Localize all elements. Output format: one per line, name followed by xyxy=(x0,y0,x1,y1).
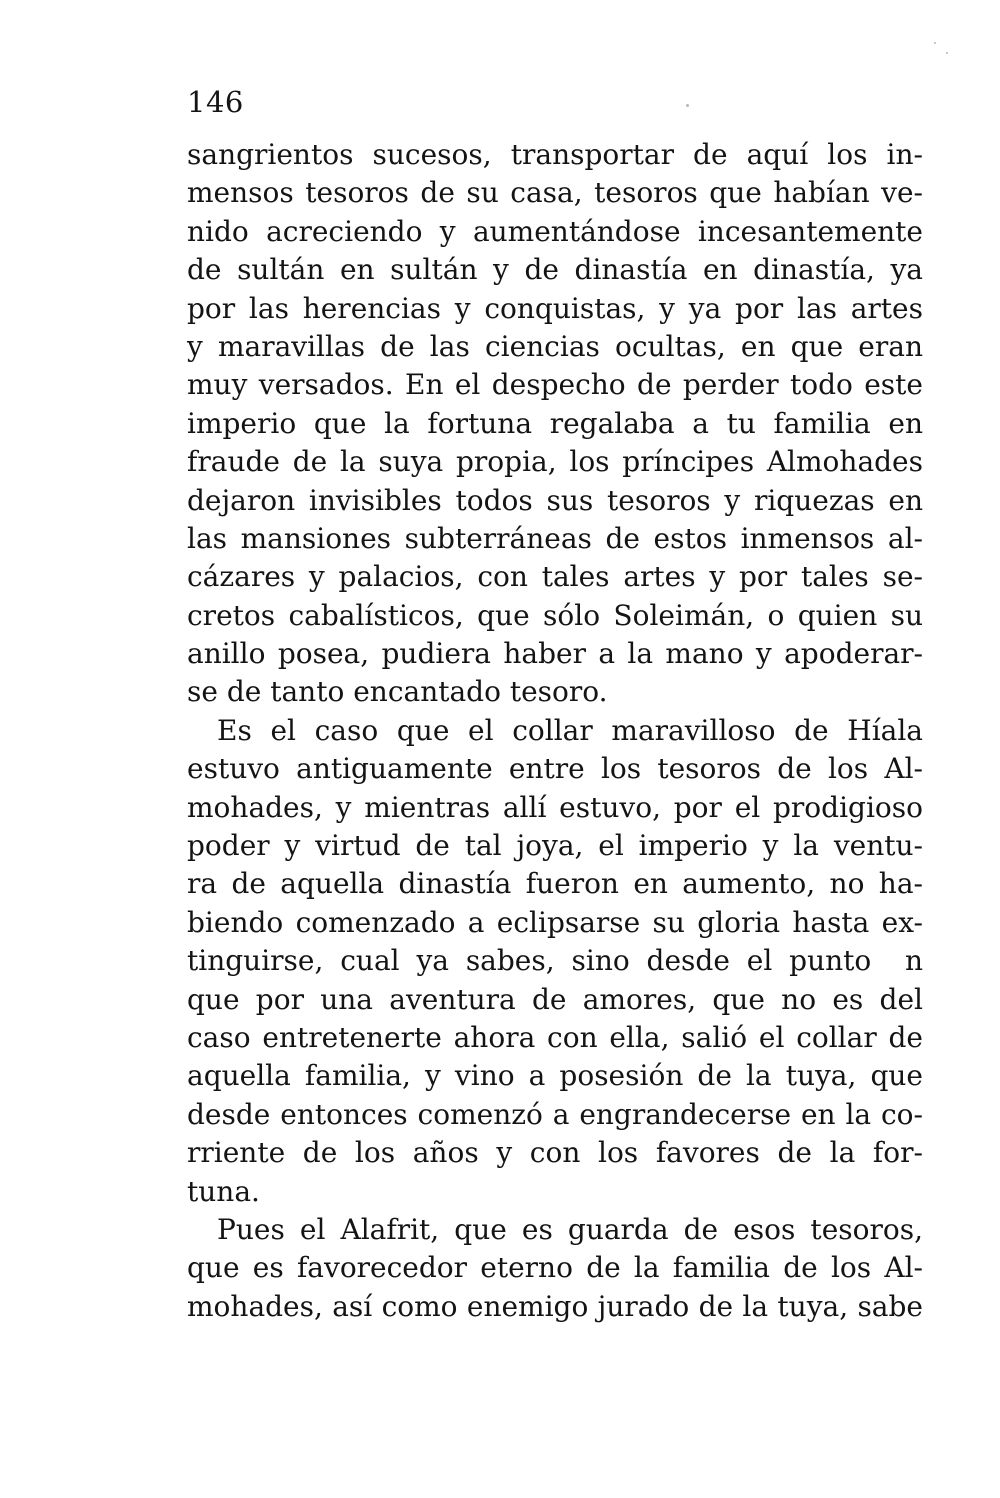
text-line: imperio que la fortuna regalaba a tu familia en xyxy=(187,406,923,440)
text-line: cretos cabalísticos, que sólo Soleimán, o quien su xyxy=(187,598,923,632)
text-line: desde entonces comenzó a engrandecerse en la co- xyxy=(187,1097,923,1131)
text-line: de sultán en sultán y de dinastía en dinastía, ya xyxy=(187,253,923,287)
text-line: dejaron invisibles todos sus tesoros y riquezas en xyxy=(187,483,923,517)
scan-speck xyxy=(946,52,948,54)
scan-speck xyxy=(686,104,689,107)
text-line: que es favorecedor eterno de la familia de los Al- xyxy=(187,1251,923,1285)
scan-speck xyxy=(934,42,936,44)
text-line: biendo comenzado a eclipsarse su gloria hasta ex- xyxy=(187,905,923,939)
body-text xyxy=(187,136,923,1326)
text-line: tinguirse, cual ya sabes, sino desde el punto n xyxy=(187,944,923,978)
text-line: anillo posea, pudiera haber a la mano y apoderar- xyxy=(187,637,923,671)
text-line: aquella familia, y vino a posesión de la tuya, que xyxy=(187,1059,923,1093)
text-line: Es el caso que el collar maravilloso de Híala xyxy=(217,713,923,747)
text-line: caso entretenerte ahora con ella, salió el collar de xyxy=(187,1020,923,1054)
text-line: Pues el Alafrit, que es guarda de esos tesoros, xyxy=(217,1212,923,1246)
text-line: sangrientos sucesos, transportar de aquí los in- xyxy=(187,138,923,171)
text-line: rriente de los años y con los favores de la for- xyxy=(187,1136,923,1170)
text-line: nido acreciendo y aumentándose incesantemente xyxy=(187,214,923,248)
text-line: y maravillas de las ciencias ocultas, en que eran xyxy=(187,329,923,363)
paragraph-3 xyxy=(187,1211,923,1326)
text-line: muy versados. En el despecho de perder todo este xyxy=(187,368,923,402)
text-line: fraude de la suya propia, los príncipes Almohades xyxy=(187,445,923,479)
text-line: cázares y palacios, con tales artes y por tales se- xyxy=(187,560,923,594)
text-line: mohades, y mientras allí estuvo, por el prodigioso xyxy=(187,790,923,824)
text-line: poder y virtud de tal joya, el imperio y la ventu- xyxy=(187,829,923,863)
text-line: estuvo antiguamente entre los tesoros de los Al- xyxy=(187,752,923,786)
paragraph-2 xyxy=(187,712,923,1211)
text-line: mohades, así como enemigo jurado de la tuya, sabe xyxy=(187,1289,923,1323)
text-line: se de tanto encantado tesoro. xyxy=(187,675,608,709)
text-line: las mansiones subterráneas de estos inmensos al- xyxy=(187,521,923,555)
text-line: tuna. xyxy=(187,1174,260,1208)
text-line: por las herencias y conquistas, y ya por las artes xyxy=(187,291,923,325)
text-line: que por una aventura de amores, que no es del xyxy=(187,982,923,1016)
text-line: mensos tesoros de su casa, tesoros que habían ve- xyxy=(187,176,923,210)
page-number: 146 xyxy=(187,85,244,119)
text-line: ra de aquella dinastía fueron en aumento, no ha- xyxy=(187,867,923,901)
paragraph-1 xyxy=(187,136,923,712)
